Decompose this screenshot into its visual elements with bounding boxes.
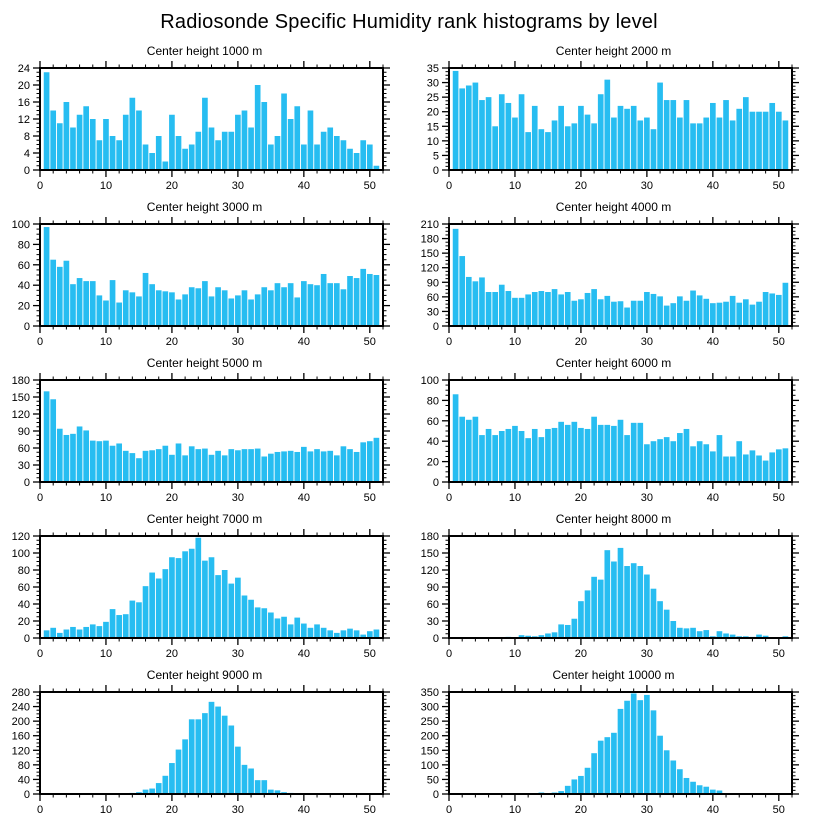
histogram-grid bbox=[0, 44, 818, 824]
svg-text:50: 50 bbox=[363, 180, 376, 192]
svg-text:20: 20 bbox=[17, 80, 30, 92]
svg-text:5: 5 bbox=[432, 150, 439, 163]
svg-text:0: 0 bbox=[23, 321, 30, 333]
svg-text:20: 20 bbox=[574, 804, 588, 816]
svg-text:30: 30 bbox=[640, 804, 654, 816]
svg-text:60: 60 bbox=[426, 415, 439, 428]
svg-text:300: 300 bbox=[420, 701, 439, 714]
svg-text:100: 100 bbox=[420, 759, 439, 772]
svg-text:50: 50 bbox=[363, 648, 376, 660]
svg-text:40: 40 bbox=[706, 492, 719, 504]
panel-title-2000m: Center height 2000 m bbox=[555, 44, 672, 58]
svg-text:40: 40 bbox=[706, 180, 719, 192]
svg-text:30: 30 bbox=[426, 616, 439, 628]
svg-text:120: 120 bbox=[420, 565, 439, 577]
svg-text:120: 120 bbox=[11, 745, 30, 758]
histogram-panel-4000m bbox=[409, 200, 818, 356]
svg-text:30: 30 bbox=[231, 648, 245, 660]
svg-text:30: 30 bbox=[231, 492, 245, 504]
svg-text:50: 50 bbox=[426, 774, 439, 787]
svg-text:0: 0 bbox=[445, 648, 453, 660]
svg-text:10: 10 bbox=[508, 648, 522, 660]
histogram-panel-6000m bbox=[409, 356, 818, 512]
histogram-panel-8000m bbox=[409, 512, 818, 668]
histogram-panel-5000m bbox=[0, 356, 409, 512]
svg-text:20: 20 bbox=[17, 300, 30, 313]
svg-text:20: 20 bbox=[574, 648, 588, 660]
panel-title-4000m: Center height 4000 m bbox=[555, 200, 672, 214]
svg-text:0: 0 bbox=[432, 633, 439, 645]
panel-title-1000m: Center height 1000 m bbox=[146, 44, 263, 58]
svg-text:40: 40 bbox=[297, 804, 310, 816]
svg-text:80: 80 bbox=[17, 759, 30, 772]
svg-text:40: 40 bbox=[17, 280, 30, 293]
svg-text:100: 100 bbox=[11, 219, 30, 231]
svg-text:60: 60 bbox=[17, 259, 30, 272]
histogram-chart-1000m bbox=[0, 60, 409, 200]
svg-text:280: 280 bbox=[11, 687, 30, 699]
svg-text:20: 20 bbox=[574, 336, 588, 348]
svg-text:24: 24 bbox=[17, 63, 30, 75]
histogram-chart-8000m bbox=[409, 528, 818, 668]
svg-text:160: 160 bbox=[11, 730, 30, 743]
svg-text:15: 15 bbox=[426, 121, 439, 134]
svg-text:10: 10 bbox=[99, 648, 113, 660]
svg-text:30: 30 bbox=[640, 180, 654, 192]
svg-text:60: 60 bbox=[17, 582, 30, 594]
svg-text:40: 40 bbox=[706, 648, 719, 660]
svg-text:10: 10 bbox=[99, 492, 113, 504]
svg-text:200: 200 bbox=[420, 730, 439, 743]
histogram-chart-9000m bbox=[0, 684, 409, 824]
svg-text:60: 60 bbox=[426, 291, 439, 304]
svg-text:20: 20 bbox=[574, 492, 588, 504]
svg-text:25: 25 bbox=[426, 92, 439, 105]
histogram-chart-4000m bbox=[409, 216, 818, 356]
panel-title-9000m: Center height 9000 m bbox=[146, 668, 263, 682]
svg-text:50: 50 bbox=[772, 648, 785, 660]
svg-text:30: 30 bbox=[640, 336, 654, 348]
svg-text:200: 200 bbox=[11, 716, 30, 729]
svg-text:80: 80 bbox=[17, 565, 30, 577]
svg-text:80: 80 bbox=[17, 239, 30, 252]
svg-text:60: 60 bbox=[426, 599, 439, 611]
histogram-chart-7000m bbox=[0, 528, 409, 668]
svg-text:35: 35 bbox=[426, 63, 439, 75]
svg-text:100: 100 bbox=[420, 375, 439, 387]
panel-title-8000m: Center height 8000 m bbox=[555, 512, 672, 526]
svg-text:120: 120 bbox=[11, 531, 30, 543]
histogram-chart-6000m bbox=[409, 372, 818, 512]
svg-text:0: 0 bbox=[432, 321, 439, 333]
svg-text:10: 10 bbox=[99, 180, 113, 192]
svg-text:30: 30 bbox=[640, 648, 654, 660]
svg-text:40: 40 bbox=[297, 336, 310, 348]
svg-text:20: 20 bbox=[426, 106, 439, 119]
histogram-chart-3000m bbox=[0, 216, 409, 356]
svg-text:10: 10 bbox=[99, 804, 113, 816]
svg-text:350: 350 bbox=[420, 687, 439, 699]
svg-text:0: 0 bbox=[23, 477, 30, 489]
svg-text:0: 0 bbox=[445, 336, 453, 348]
svg-text:30: 30 bbox=[426, 77, 439, 90]
svg-text:40: 40 bbox=[297, 180, 310, 192]
svg-text:250: 250 bbox=[420, 716, 439, 729]
svg-text:180: 180 bbox=[11, 375, 30, 387]
svg-text:0: 0 bbox=[23, 789, 30, 801]
svg-text:0: 0 bbox=[23, 633, 30, 645]
svg-text:0: 0 bbox=[36, 648, 44, 660]
svg-text:50: 50 bbox=[772, 180, 785, 192]
svg-text:20: 20 bbox=[165, 492, 179, 504]
svg-text:0: 0 bbox=[432, 165, 439, 177]
svg-text:0: 0 bbox=[432, 789, 439, 801]
svg-text:0: 0 bbox=[23, 165, 30, 177]
svg-text:40: 40 bbox=[17, 774, 30, 787]
svg-text:20: 20 bbox=[165, 336, 179, 348]
panel-title-5000m: Center height 5000 m bbox=[146, 356, 263, 370]
histogram-chart-10000m bbox=[409, 684, 818, 824]
svg-text:50: 50 bbox=[363, 336, 376, 348]
svg-text:20: 20 bbox=[165, 648, 179, 660]
svg-text:50: 50 bbox=[772, 336, 785, 348]
svg-text:0: 0 bbox=[445, 804, 453, 816]
svg-text:10: 10 bbox=[426, 135, 439, 148]
svg-text:0: 0 bbox=[36, 804, 44, 816]
histogram-panel-9000m bbox=[0, 668, 409, 824]
svg-text:40: 40 bbox=[297, 648, 310, 660]
svg-text:60: 60 bbox=[17, 443, 30, 455]
svg-text:20: 20 bbox=[165, 804, 179, 816]
svg-text:80: 80 bbox=[426, 395, 439, 408]
svg-text:240: 240 bbox=[11, 701, 30, 714]
svg-text:180: 180 bbox=[420, 531, 439, 543]
svg-text:10: 10 bbox=[508, 492, 522, 504]
svg-text:0: 0 bbox=[36, 492, 44, 504]
svg-text:90: 90 bbox=[17, 426, 30, 438]
svg-text:150: 150 bbox=[11, 392, 30, 404]
svg-text:20: 20 bbox=[165, 180, 179, 192]
svg-text:30: 30 bbox=[640, 492, 654, 504]
histogram-chart-5000m bbox=[0, 372, 409, 512]
svg-text:90: 90 bbox=[426, 582, 439, 594]
svg-text:0: 0 bbox=[445, 492, 453, 504]
svg-text:120: 120 bbox=[11, 409, 30, 421]
svg-text:20: 20 bbox=[17, 616, 30, 628]
svg-text:90: 90 bbox=[426, 277, 439, 290]
page-title: Radiosonde Specific Humidity rank histograms by level bbox=[160, 10, 658, 33]
panel-title-6000m: Center height 6000 m bbox=[555, 356, 672, 370]
svg-text:30: 30 bbox=[231, 336, 245, 348]
svg-text:50: 50 bbox=[363, 804, 376, 816]
panel-title-3000m: Center height 3000 m bbox=[146, 200, 263, 214]
svg-text:30: 30 bbox=[231, 180, 245, 192]
svg-text:40: 40 bbox=[706, 336, 719, 348]
svg-text:120: 120 bbox=[420, 262, 439, 275]
panel-title-10000m: Center height 10000 m bbox=[552, 668, 675, 682]
svg-text:210: 210 bbox=[420, 219, 439, 231]
panel-title-7000m: Center height 7000 m bbox=[146, 512, 263, 526]
svg-text:40: 40 bbox=[17, 599, 30, 611]
svg-text:100: 100 bbox=[11, 548, 30, 560]
svg-text:0: 0 bbox=[432, 477, 439, 489]
svg-text:30: 30 bbox=[426, 306, 439, 319]
svg-text:50: 50 bbox=[363, 492, 376, 504]
histogram-chart-2000m bbox=[409, 60, 818, 200]
svg-text:30: 30 bbox=[17, 460, 30, 472]
svg-text:8: 8 bbox=[23, 131, 30, 143]
svg-text:0: 0 bbox=[445, 180, 453, 192]
svg-text:50: 50 bbox=[772, 492, 785, 504]
svg-text:10: 10 bbox=[508, 180, 522, 192]
svg-text:10: 10 bbox=[99, 336, 113, 348]
svg-text:40: 40 bbox=[297, 492, 310, 504]
svg-text:20: 20 bbox=[426, 456, 439, 469]
histogram-panel-1000m bbox=[0, 44, 409, 200]
svg-text:150: 150 bbox=[420, 745, 439, 758]
histogram-panel-2000m bbox=[409, 44, 818, 200]
histogram-panel-3000m bbox=[0, 200, 409, 356]
svg-text:10: 10 bbox=[508, 804, 522, 816]
svg-text:12: 12 bbox=[17, 114, 30, 126]
svg-text:40: 40 bbox=[426, 436, 439, 449]
svg-text:20: 20 bbox=[574, 180, 588, 192]
svg-text:150: 150 bbox=[420, 548, 439, 560]
svg-text:30: 30 bbox=[231, 804, 245, 816]
svg-text:16: 16 bbox=[17, 97, 30, 109]
svg-text:0: 0 bbox=[36, 336, 44, 348]
svg-text:4: 4 bbox=[23, 148, 30, 160]
histogram-panel-7000m bbox=[0, 512, 409, 668]
svg-text:50: 50 bbox=[772, 804, 785, 816]
histogram-panel-10000m bbox=[409, 668, 818, 824]
svg-text:10: 10 bbox=[508, 336, 522, 348]
svg-text:0: 0 bbox=[36, 180, 44, 192]
svg-text:180: 180 bbox=[420, 233, 439, 246]
svg-text:150: 150 bbox=[420, 248, 439, 261]
svg-text:40: 40 bbox=[706, 804, 719, 816]
